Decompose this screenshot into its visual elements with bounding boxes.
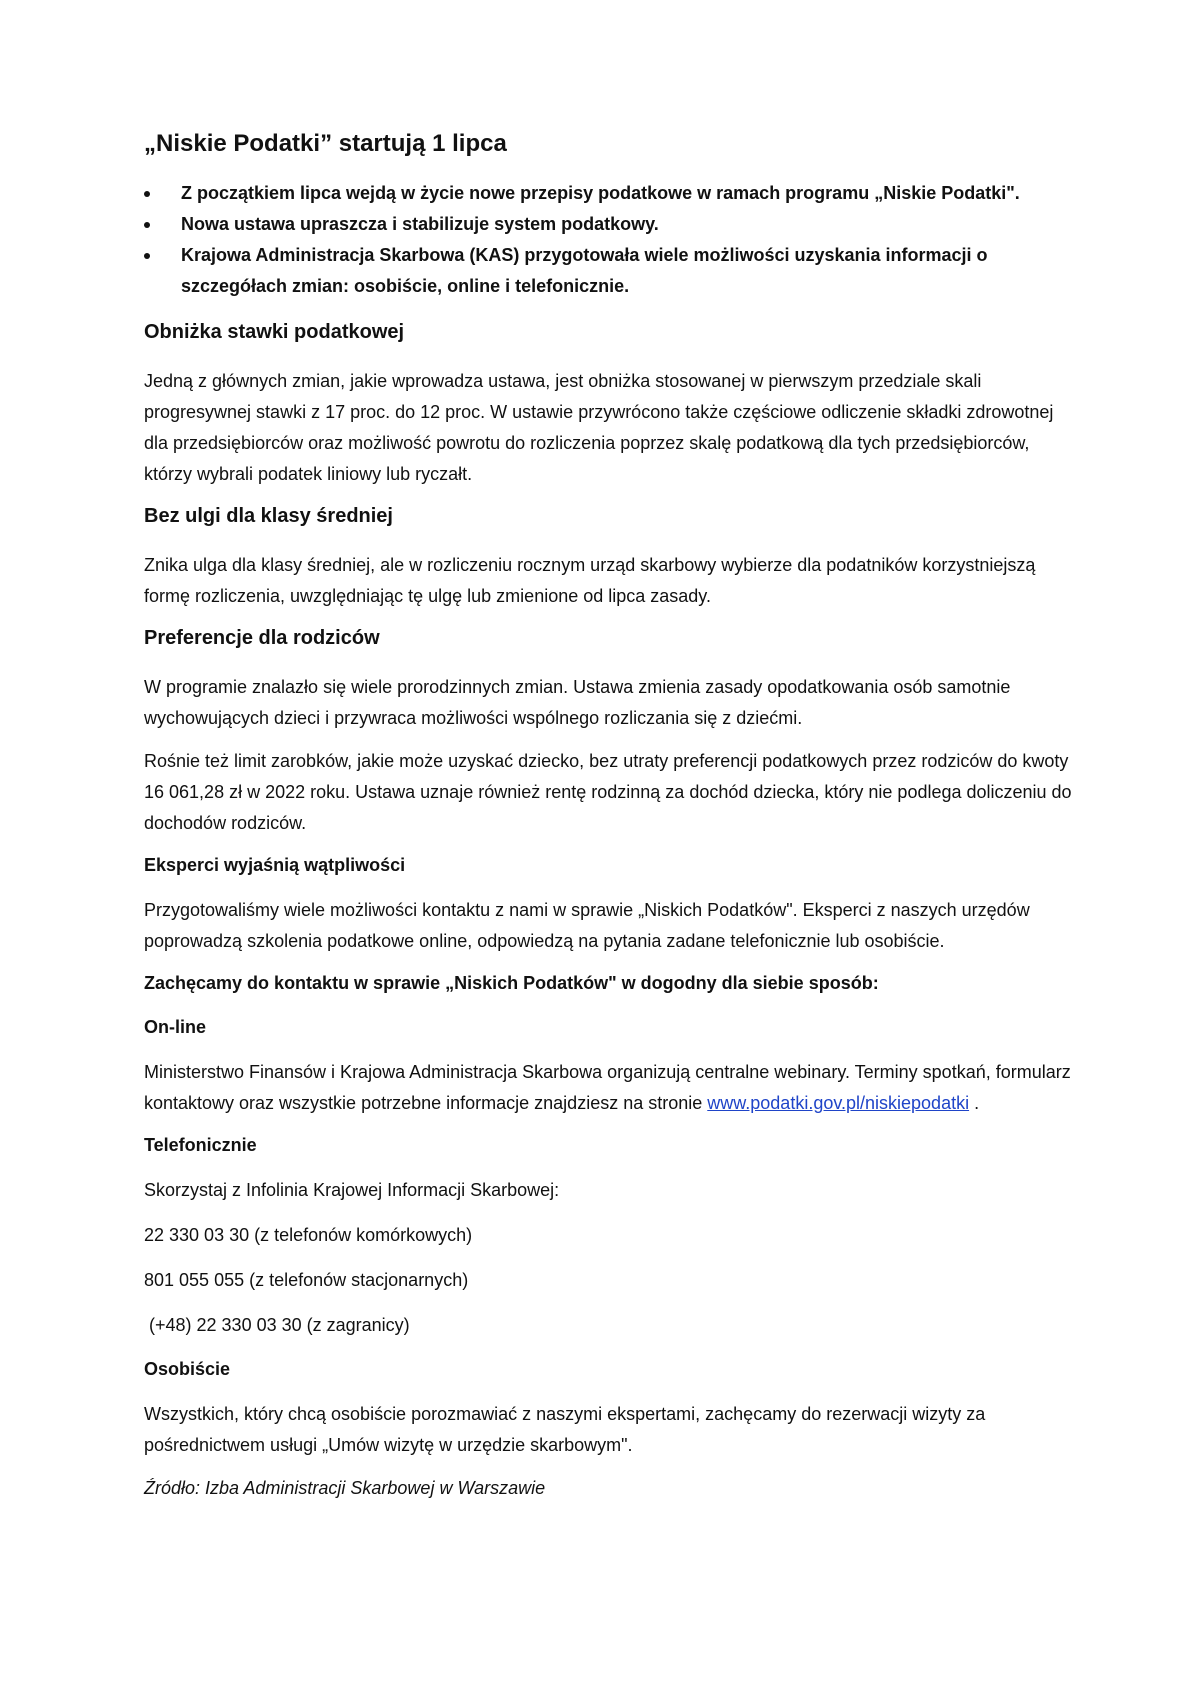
contact-personal-heading: Osobiście: [144, 1359, 231, 1379]
contact-online-heading: On-line: [144, 1017, 206, 1037]
bullet-icon: [144, 222, 150, 228]
contact-phone-line-mobile: 22 330 03 30 (z telefonów komórkowych): [144, 1225, 473, 1245]
contact-intro: Zachęcamy do kontaktu w sprawie „Niskich Podatków" w dogodny dla siebie sposób:: [144, 973, 879, 993]
niskiepodatki-link[interactable]: www.podatki.gov.pl/niskiepodatki: [707, 1093, 970, 1113]
section-text-eksperci: Przygotowaliśmy wiele możliwości kontaktu z nami w sprawie „Niskich Podatków". Eksperci z naszych urzędów poprowadzą szkolenia podatkowe online, odpowiedzą na pytania zadane telefonicznie lub osobiście.: [144, 900, 1030, 951]
contact-phone-intro: Skorzystaj z Infolinia Krajowej Informacji Skarbowej:: [144, 1180, 560, 1200]
contact-phone-heading: Telefonicznie: [144, 1135, 257, 1155]
bullet-text: Nowa ustawa upraszcza i stabilizuje system podatkowy.: [181, 214, 659, 234]
contact-personal-text: Wszystkich, który chcą osobiście porozmawiać z naszymi ekspertami, zachęcamy do rezerwacji wizyty za pośrednictwem usługi „Umów wizytę w urzędzie skarbowym".: [144, 1404, 986, 1455]
document-content: [144, 128, 1074, 1516]
section-heading-rodzice: Preferencje dla rodziców: [144, 627, 380, 649]
section-heading-ulga: Bez ulgi dla klasy średniej: [144, 505, 393, 527]
contact-phone-line-landline: 801 055 055 (z telefonów stacjonarnych): [144, 1270, 469, 1290]
section-heading-obnizka: Obniżka stawki podatkowej: [144, 321, 405, 343]
bullet-item: [144, 178, 1074, 209]
section-text-ulga: Znika ulga dla klasy średniej, ale w rozliczeniu rocznym urząd skarbowy wybierze dla podatników korzystniejszą formę rozliczenia, uwzględniając tę ulgę lub zmienione od lipca zasady.: [144, 555, 1036, 606]
bullet-text: Z początkiem lipca wejdą w życie nowe przepisy podatkowe w ramach programu „Niskie Podatki".: [181, 183, 1020, 203]
bullet-item: [144, 240, 1074, 302]
section-text-obnizka: Jedną z głównych zmian, jakie wprowadza ustawa, jest obniżka stosowanej w pierwszym przedziale skali progresywnej stawki z 17 proc. do 12 proc. W ustawie przywrócono także częściowe odliczenie składki zdrowotnej dla przedsiębiorców oraz możliwość powrotu do rozliczenia poprzez skalę podatkową dla tych przedsiębiorców, którzy wybrali podatek liniowy lub ryczałt.: [144, 371, 1054, 484]
bullet-text: Krajowa Administracja Skarbowa (KAS) przygotowała wiele możliwości uzyskania informacji o szczegółach zmian: osobiście, online i telefonicznie.: [181, 245, 988, 296]
page-title: „Niskie Podatki” startują 1 lipca: [144, 130, 507, 157]
online-text: Ministerstwo Finansów i Krajowa Administracja Skarbowa organizują centralne webinary. Terminy spotkań, formularz kontaktowy oraz wszystkie potrzebne informacje znajdziesz na stronie: [144, 1062, 1071, 1113]
online-after-link: .: [969, 1093, 980, 1113]
summary-bullet-list: [144, 178, 1074, 302]
bullet-item: [144, 209, 1074, 240]
section-heading-eksperci: Eksperci wyjaśnią wątpliwości: [144, 855, 406, 875]
contact-phone-line-abroad: (+48) 22 330 03 30 (z zagranicy): [144, 1315, 410, 1335]
bullet-icon: [144, 253, 150, 259]
source-note: Źródło: Izba Administracji Skarbowej w Warszawie: [144, 1478, 546, 1498]
contact-online-text: [144, 1057, 1074, 1119]
bullet-icon: [144, 191, 150, 197]
section-text-rodzice-2: Rośnie też limit zarobków, jakie może uzyskać dziecko, bez utraty preferencji podatkowych przez rodziców do kwoty 16 061,28 zł w 2022 roku. Ustawa uznaje również rentę rodzinną za dochód dziecka, który nie podlega doliczeniu do dochodów rodziców.: [144, 751, 1072, 833]
section-text-rodzice-1: W programie znalazło się wiele prorodzinnych zmian. Ustawa zmienia zasady opodatkowania osób samotnie wychowujących dzieci i przywraca możliwości wspólnego rozliczania się z dziećmi.: [144, 677, 1011, 728]
